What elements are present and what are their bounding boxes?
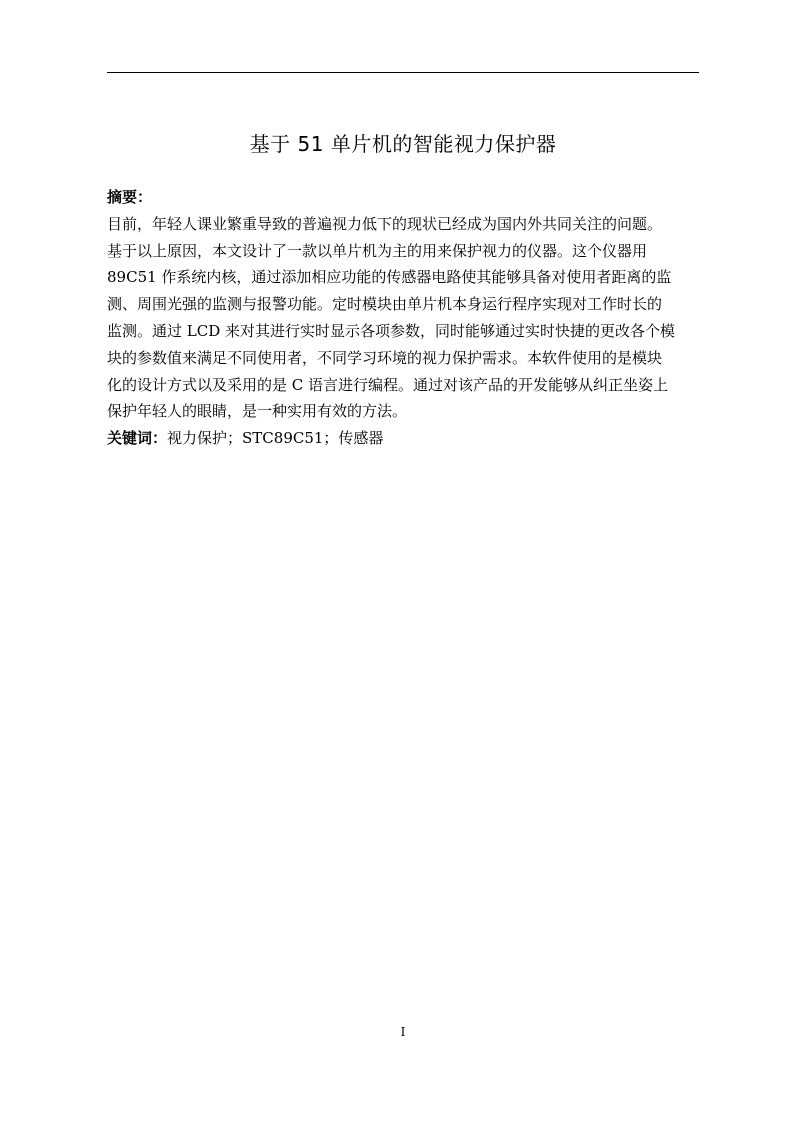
header-rule (107, 72, 699, 73)
abstract-line-8: 保护年轻人的眼睛，是一种实用有效的方法。 (107, 402, 408, 421)
keywords-line (107, 425, 707, 452)
abstract-line-6: 块的参数值来满足不同使用者，不同学习环境的视力保护需求。本软件使用的是模块 (107, 348, 663, 367)
abstract-line-3: 89C51 作系统内核，通过添加相应功能的传感器电路使其能够具备对使用者距离的监 (107, 268, 672, 287)
abstract-line-1: 目前，年轻人课业繁重导致的普遍视力低下的现状已经成为国内外共同关注的问题。 (107, 214, 663, 233)
abstract-line-5: 监测。通过 LCD 来对其进行实时显示各项参数，同时能够通过实时快捷的更改各个模 (107, 321, 676, 340)
keywords-label: 关键词： (107, 429, 168, 448)
abstract-section (107, 184, 707, 452)
keywords-text: 视力保护；STC89C51；传感器 (167, 429, 384, 448)
abstract-line-4: 测、周围光强的监测与报警功能。定时模块由单片机本身运行程序实现对工作时长的 (107, 295, 663, 314)
document-title: 基于 51 单片机的智能视力保护器 (249, 132, 557, 156)
page-number: I (400, 1025, 406, 1039)
abstract-label: 摘要： (107, 188, 153, 206)
abstract-line-7: 化的设计方式以及采用的是 C 语言进行编程。通过对该产品的开发能够从纠正坐姿上 (107, 375, 669, 394)
abstract-line-2: 基于以上原因，本文设计了一款以单片机为主的用来保护视力的仪器。这个仪器用 (107, 241, 648, 260)
